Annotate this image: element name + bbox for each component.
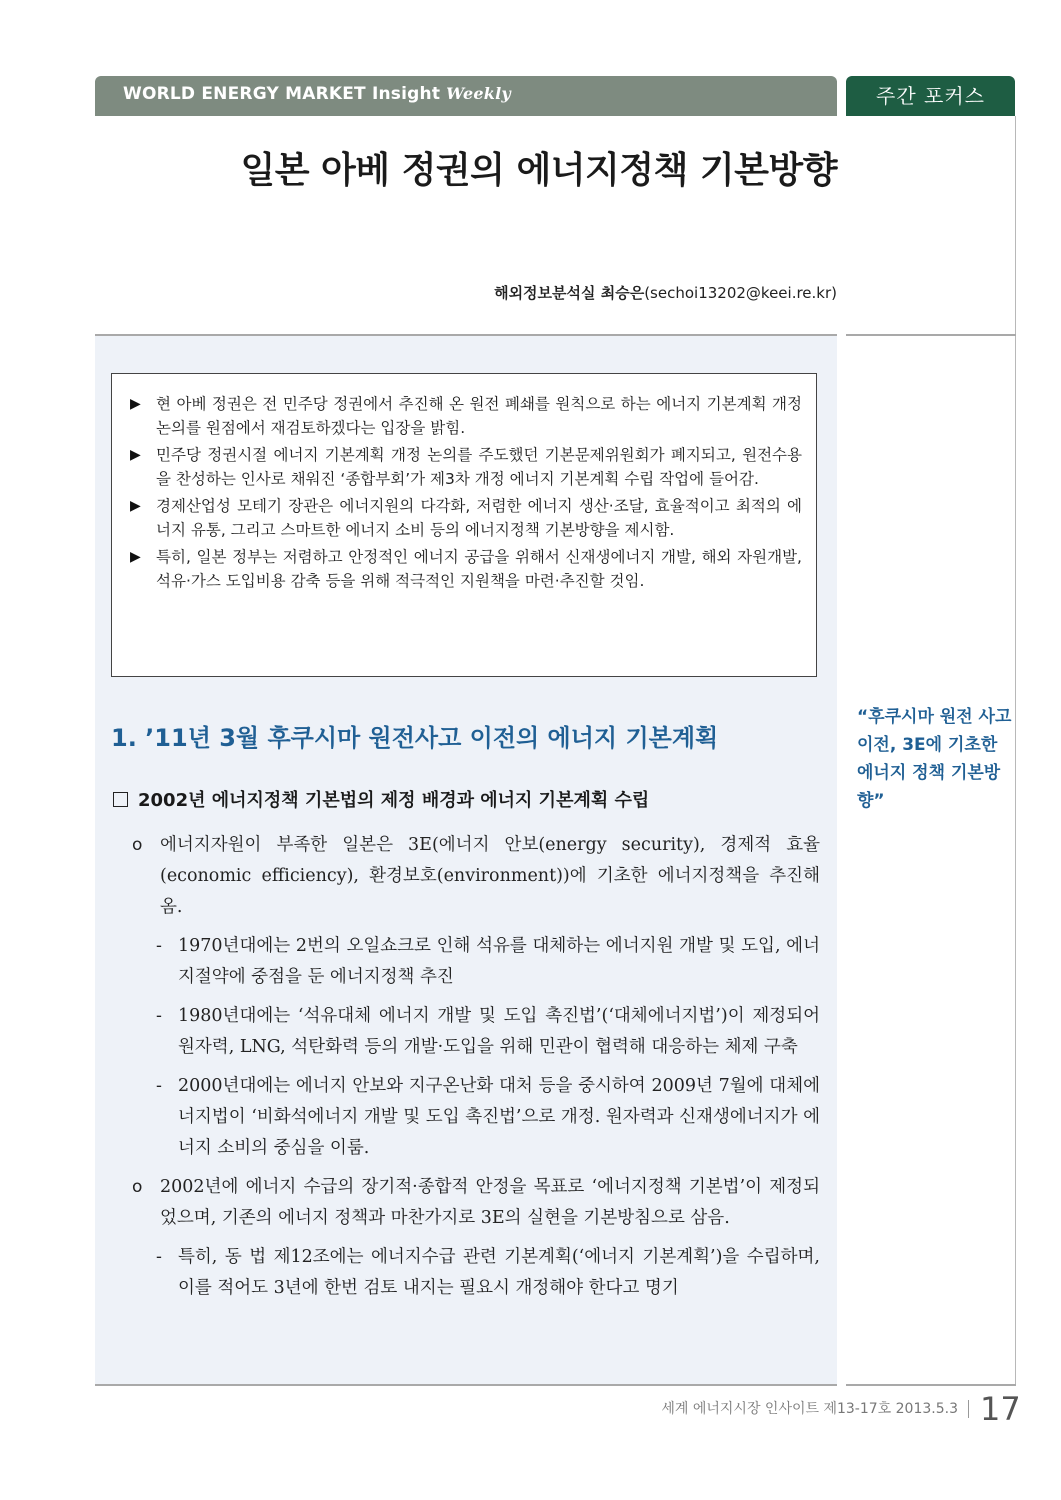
page-number: 17 (980, 1390, 1021, 1428)
circle-bullet-icon: o (132, 835, 143, 855)
paragraph-circle: o 2002년에 에너지 수급의 장기적·종합적 안정을 목표로 ‘에너지정책 기본법’이 제정되었으며, 기존의 에너지 정책과 마찬가지로 3E의 실현을 기본방침으로 삼음. (128, 1172, 820, 1234)
subsection-title: 2002년 에너지정책 기본법의 제정 배경과 에너지 기본계획 수립 (113, 786, 649, 812)
dash-bullet-icon: - (156, 936, 162, 956)
publication-title-weekly: Weekly (446, 84, 511, 103)
author-org: 해외정보분석실 최승은 (494, 284, 645, 302)
paragraph-dash: - 특히, 동 법 제12조에는 에너지수급 관련 기본계획(‘에너지 기본계획’)을 수립하며, 이를 적어도 3년에 한번 검토 내지는 필요시 개정해야 한다고 명기 (128, 1242, 820, 1304)
author-line (494, 282, 837, 303)
circle-bullet-icon: o (132, 1177, 143, 1197)
publication-title-main: WORLD ENERGY MARKET Insight (123, 84, 441, 104)
paragraph-circle: o 에너지자원이 부족한 일본은 3E(에너지 안보(energy security), 경제적 효율(economic efficiency), 환경보호(environment))에 기초한 에너지정책을 추진해 옴. (128, 830, 820, 923)
article-title: 일본 아베 정권의 에너지정책 기본방향 (240, 150, 837, 191)
dash-bullet-icon: - (156, 1076, 162, 1096)
sidebar-divider (846, 334, 1016, 336)
publication-title (123, 84, 511, 104)
checkbox-square-icon (113, 792, 128, 807)
triangle-bullet-icon: ▶ (130, 447, 141, 463)
summary-item: ▶ 경제산업성 모테기 장관은 에너지원의 다각화, 저렴한 에너지 생산·조달, 효율적이고 최적의 에너지 유통, 그리고 스마트한 에너지 소비 등의 에너지정책 기본방향을 제시함. (130, 494, 802, 542)
triangle-bullet-icon: ▶ (130, 498, 141, 514)
right-border-line (1015, 116, 1016, 1386)
summary-item: ▶ 민주당 정권시절 에너지 기본계획 개정 논의를 주도했던 기본문제위원회가 폐지되고, 원전수용을 찬성하는 인사로 채워진 ‘종합부회’가 제3차 개정 에너지 기본계획 수립 작업에 들어감. (130, 443, 802, 491)
summary-item: ▶ 특히, 일본 정부는 저렴하고 안정적인 에너지 공급을 위해서 신재생에너지 개발, 해외 자원개발, 석유·가스 도입비용 감축 등을 위해 적극적인 지원책을 마련·추진할 것임. (130, 545, 802, 593)
footer-separator (968, 1400, 969, 1418)
triangle-bullet-icon: ▶ (130, 549, 141, 565)
focus-tab: 주간 포커스 (846, 76, 1015, 116)
section-title: 1. ’11년 3월 후쿠시마 원전사고 이전의 에너지 기본계획 (111, 724, 719, 752)
dash-bullet-icon: - (156, 1006, 162, 1026)
paragraph-dash: - 2000년대에는 에너지 안보와 지구온난화 대처 등을 중시하여 2009년 7월에 대체에너지법이 ‘비화석에너지 개발 및 도입 촉진법’으로 개정. 원자력과 신재생에너지가 에너지 소비의 중심을 이룸. (128, 1071, 820, 1164)
sidebar-bottom-line (846, 1384, 1016, 1386)
paragraph-dash: - 1970년대에는 2번의 오일쇼크로 인해 석유를 대체하는 에너지원 개발 및 도입, 에너지절약에 중점을 둔 에너지정책 추진 (128, 931, 820, 993)
paragraph-dash: - 1980년대에는 ‘석유대체 에너지 개발 및 도입 촉진법’(‘대체에너지법’)이 제정되어 원자력, LNG, 석탄화력 등의 개발·도입을 위해 민관이 협력해 대응하는 체제 구축 (128, 1001, 820, 1063)
footer-text: 세계 에너지시장 인사이트 제13-17호 2013.5.3 (661, 1401, 958, 1417)
content-bottom-line (95, 1384, 837, 1386)
author-email: (sechoi13202@keei.re.kr) (644, 284, 837, 302)
dash-bullet-icon: - (156, 1247, 162, 1267)
pull-quote: “후쿠시마 원전 사고 이전, 3E에 기초한 에너지 정책 기본방향” (857, 707, 1012, 811)
body-text (128, 830, 820, 1312)
triangle-bullet-icon: ▶ (130, 396, 141, 412)
summary-item: ▶ 현 아베 정권은 전 민주당 정권에서 추진해 온 원전 폐쇄를 원칙으로 하는 에너지 기본계획 개정 논의를 원점에서 재검토하겠다는 입장을 밝힘. (130, 392, 802, 440)
summary-box (111, 373, 817, 677)
